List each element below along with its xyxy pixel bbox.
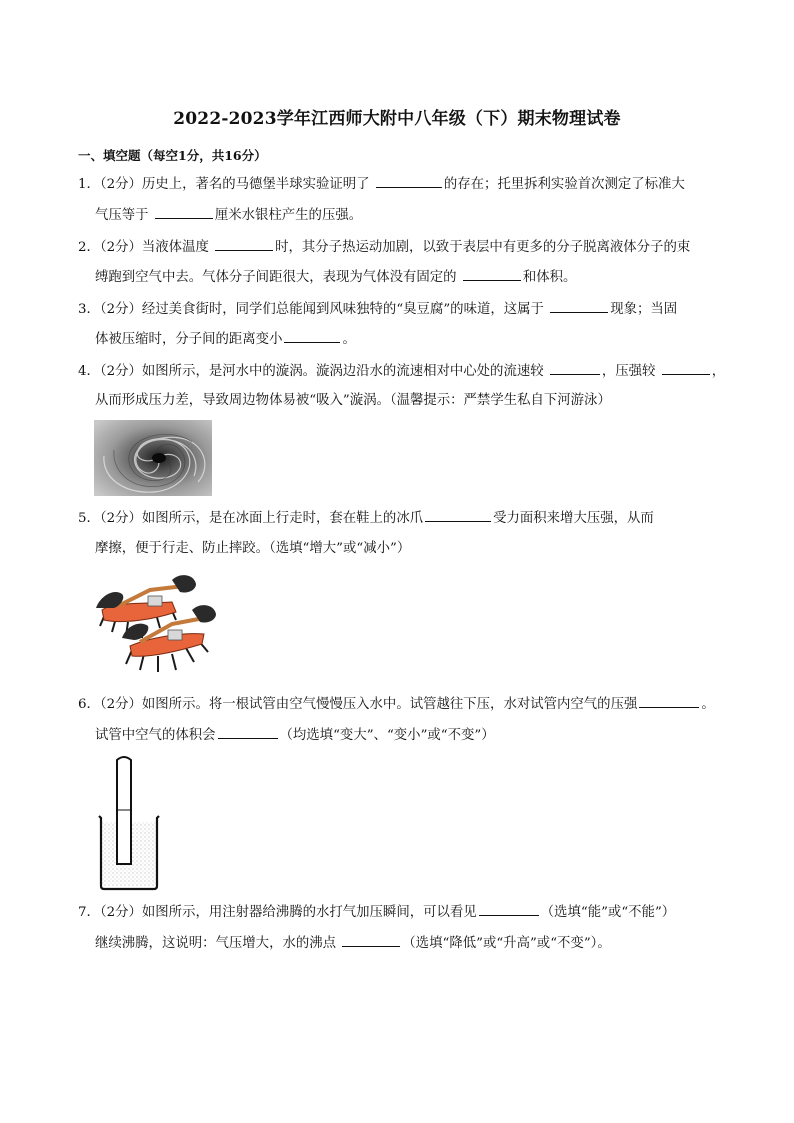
question-2-line-2: 缚跑到空气中去。气体分子间距很大，表现为气体没有固定的 和体积。	[95, 270, 577, 285]
question-5-line-1: 5．（2分）如图所示，是在冰面上行走时，套在鞋上的冰爪 受力面积来增大压强，从而	[78, 511, 654, 526]
answer-blank	[550, 300, 608, 313]
answer-blank	[215, 238, 273, 251]
answer-blank	[425, 509, 491, 522]
answer-blank	[639, 695, 699, 708]
test-tube-beaker-figure	[96, 752, 166, 892]
question-3-line-2: 体被压缩时，分子间的距离变小 。	[95, 332, 356, 347]
question-7-line-2: 继续沸腾，这说明：气压增大，水的沸点 （选填“降低”或“升高”或“不变”）。	[95, 936, 611, 951]
question-2-line-1: 2．（2分）当液体温度 时，其分子热运动加剧，以致于表层中有更多的分子脱离液体分子的束	[78, 240, 691, 255]
question-4-line-1: 4．（2分）如图所示，是河水中的漩涡。漩涡边沿水的流速相对中心处的流速较 ，压强较 ，	[78, 364, 726, 379]
crampons-image	[92, 568, 220, 680]
answer-blank	[479, 903, 539, 916]
page-title: 2022-2023学年江西师大附中八年级（下）期末物理试卷	[173, 109, 621, 129]
answer-blank	[550, 362, 600, 375]
question-1-line-1: 1．（2分）历史上，著名的马德堡半球实验证明了 的存在；托里拆利实验首次测定了标准大	[78, 177, 685, 192]
answer-blank	[463, 268, 521, 281]
section-heading: 一、填空题（每空1分，共16分）	[78, 148, 267, 163]
answer-blank	[662, 362, 710, 375]
answer-blank	[218, 726, 278, 739]
question-3-line-1: 3．（2分）经过美食街时，同学们总能闻到风味独特的“臭豆腐”的味道，这属于 现象；当固	[78, 302, 678, 317]
question-1-line-2: 气压等于 厘米水银柱产生的压强。	[95, 208, 363, 223]
question-7-line-1: 7．（2分）如图所示，用注射器给沸腾的水打气加压瞬间，可以看见 （选填“能”或“不能”）	[78, 905, 676, 920]
question-4-line-2: 从而形成压力差，导致周边物体易被“吸入”漩涡。（温馨提示：严禁学生私自下河游泳）	[95, 393, 611, 408]
question-6-line-2: 试管中空气的体积会 （均选填“变大”、“变小”或“不变”）	[95, 728, 495, 743]
question-6-line-1: 6．（2分）如图所示。将一根试管由空气慢慢压入水中。试管越往下压，水对试管内空气的压强 。	[78, 697, 715, 712]
answer-blank	[342, 934, 400, 947]
whirlpool-image	[94, 420, 212, 496]
answer-blank	[284, 330, 340, 343]
answer-blank	[155, 206, 213, 219]
question-5-line-2: 摩擦，便于行走、防止摔跤。（选填“增大”或“减小”）	[95, 541, 411, 556]
answer-blank	[376, 175, 442, 188]
